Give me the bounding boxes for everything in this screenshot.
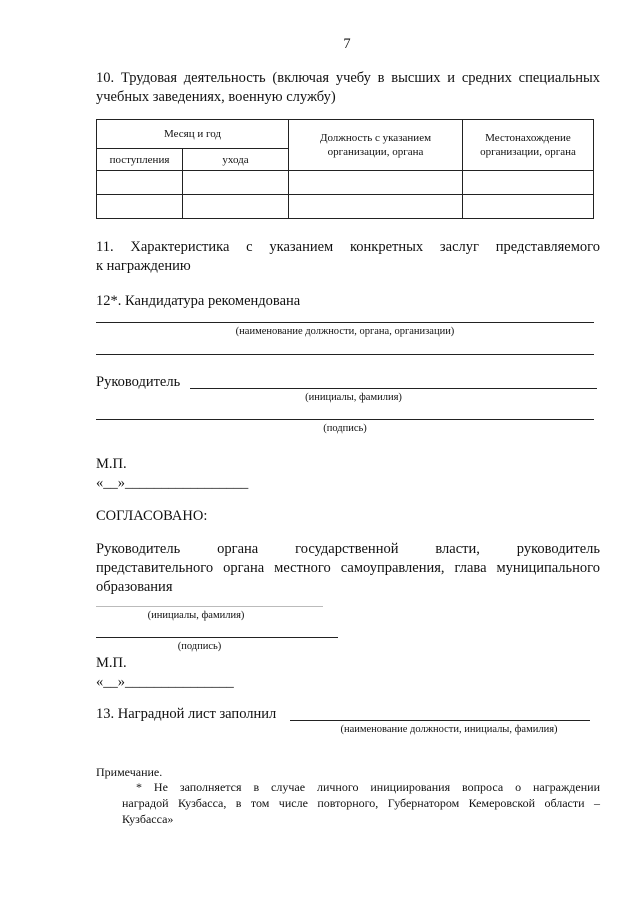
work-history-table bbox=[96, 119, 594, 219]
signature-line[interactable] bbox=[96, 419, 594, 420]
header-month-year: Месяц и год bbox=[97, 120, 289, 149]
head-name-line[interactable] bbox=[190, 388, 597, 389]
table-cell[interactable] bbox=[463, 171, 594, 195]
table-cell[interactable] bbox=[289, 171, 463, 195]
header-exit: ухода bbox=[183, 149, 289, 171]
filled-by-line[interactable] bbox=[290, 720, 590, 721]
approved-line2: представительного органа местного самоуправления, глава муниципального bbox=[96, 560, 600, 576]
table-cell[interactable] bbox=[97, 195, 183, 219]
approved-stamp-label: М.П. bbox=[96, 655, 127, 671]
table-cell[interactable] bbox=[289, 195, 463, 219]
stamp-label: М.П. bbox=[96, 456, 127, 472]
section11-line1: 11. Характеристика с указанием конкретных заслуг представляемого bbox=[96, 239, 600, 255]
page-number: 7 bbox=[343, 36, 351, 52]
position-field-line-2[interactable] bbox=[96, 354, 594, 355]
note-title: Примечание. bbox=[96, 765, 163, 779]
approved-line1: Руководитель органа государственной власти, руководитель bbox=[96, 541, 600, 557]
date-field[interactable]: «__»_________________ bbox=[96, 475, 249, 491]
note-line1: * Не заполняется в случае личного инициирования вопроса о награждении bbox=[136, 780, 600, 794]
note-line3: Кузбасса» bbox=[122, 812, 174, 826]
signature-caption: (подпись) bbox=[323, 423, 367, 434]
approved-line3: образования bbox=[96, 579, 173, 595]
section10-line1: 10. Трудовая деятельность (включая учебу в высших и средних специальных bbox=[96, 70, 600, 86]
approved-date-field[interactable]: «__»_______________ bbox=[96, 674, 234, 690]
header-position: Должность с указанием организации, органа bbox=[289, 120, 463, 171]
header-entry: поступления bbox=[97, 149, 183, 171]
approved-signature-line[interactable] bbox=[96, 637, 338, 638]
table-cell[interactable] bbox=[183, 171, 289, 195]
initials-caption: (инициалы, фамилия) bbox=[305, 392, 402, 403]
table-cell[interactable] bbox=[183, 195, 289, 219]
section11-line2: к награждению bbox=[96, 258, 191, 274]
head-label: Руководитель bbox=[96, 374, 181, 390]
filled-by-caption: (наименование должности, инициалы, фамилия) bbox=[340, 724, 558, 735]
approved-title: СОГЛАСОВАНО: bbox=[96, 508, 208, 524]
table-cell[interactable] bbox=[97, 171, 183, 195]
position-caption: (наименование должности, органа, организации) bbox=[235, 326, 455, 337]
section10-line2: учебных заведениях, военную службу) bbox=[96, 89, 336, 105]
note-line2: наградой Кузбасса, в том числе повторного, Губернатором Кемеровской области – bbox=[122, 796, 600, 810]
table-cell[interactable] bbox=[463, 195, 594, 219]
approved-name-line[interactable] bbox=[96, 606, 323, 607]
table-row bbox=[97, 195, 594, 219]
approved-signature-caption: (подпись) bbox=[177, 641, 222, 652]
table-row bbox=[97, 171, 594, 195]
header-location: Местонахождение организации, органа bbox=[463, 120, 594, 171]
approved-initials-caption: (инициалы, фамилия) bbox=[147, 610, 245, 621]
section13-label: 13. Наградной лист заполнил bbox=[96, 706, 277, 722]
position-field-line[interactable] bbox=[96, 322, 594, 323]
section12-title: 12*. Кандидатура рекомендована bbox=[96, 293, 301, 309]
